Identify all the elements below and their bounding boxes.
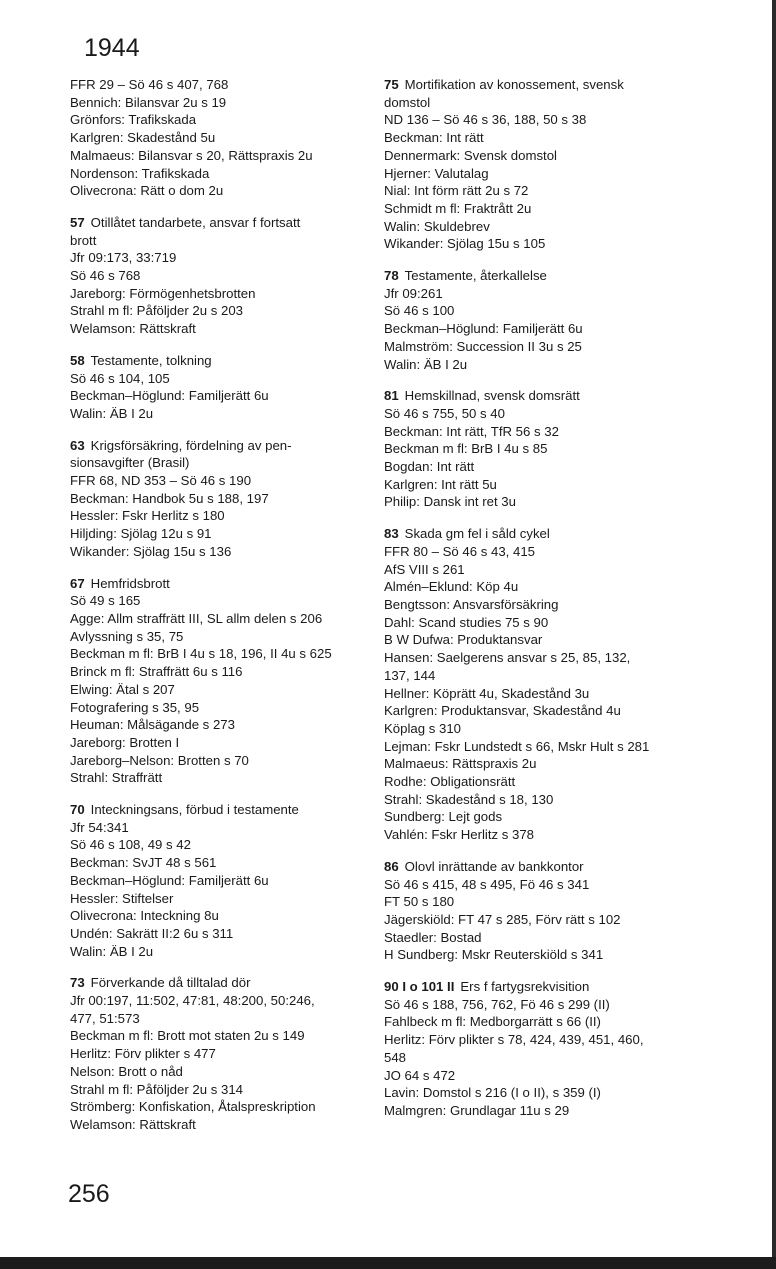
entry-title: Inteckningsans, förbud i testamente (90, 802, 299, 818)
entry-reference-line: Beckman m fl: BrB I 4u s 18, 196, II 4u s 625 (70, 646, 332, 662)
entry-reference-line: sionsavgifter (Brasil) (70, 455, 190, 471)
entry-reference-line: Hjerner: Valutalag (384, 165, 489, 181)
entry-reference-line: Sö 46 s 768 (70, 268, 141, 284)
entry-reference-line: Köplag s 310 (384, 720, 461, 736)
entry-reference-line: JO 64 s 472 (384, 1067, 456, 1083)
entry-reference-line: Jfr 09:261 (384, 285, 443, 301)
entry-heading (70, 801, 370, 819)
entry-reference-line: Sö 46 s 188, 756, 762, Fö 46 s 299 (II) (384, 996, 610, 1012)
entry-title: Testamente, tolkning (90, 352, 212, 368)
entry-reference-line: Jägerskiöld: FT 47 s 285, Förv rätt s 102 (384, 911, 621, 927)
entry-reference-line: Heuman: Målsägande s 273 (70, 717, 235, 733)
entry-reference-line: Almén–Eklund: Köp 4u (384, 579, 519, 595)
entry-reference-line: Herlitz: Förv plikter s 78, 424, 439, 451, 460, (384, 1032, 644, 1048)
page-year-heading: 1944 (84, 34, 140, 62)
entry-title: Hemskillnad, svensk domsrätt (404, 388, 580, 404)
entry-reference-line: Beckman m fl: BrB I 4u s 85 (384, 441, 548, 457)
index-entry (70, 974, 370, 1133)
entry-heading (70, 214, 370, 232)
entry-number: 57 (70, 214, 85, 230)
entry-reference-line: Brinck m fl: Straffrätt 6u s 116 (70, 664, 243, 680)
right-column (384, 76, 684, 1134)
entry-reference-line: Fahlbeck m fl: Medborgarrätt s 66 (II) (384, 1014, 601, 1030)
entry-reference-line: Walin: ÄB I 2u (384, 356, 468, 372)
entry-reference-line: Jfr 54:341 (70, 819, 129, 835)
entry-reference-line: Beckman: Int rätt (384, 130, 484, 146)
entry-reference-line: Jareborg: Förmögenhetsbrotten (70, 285, 256, 301)
entry-number: 75 (384, 77, 399, 92)
entry-reference-line: Jareborg: Brotten I (70, 734, 180, 750)
entry-reference-line: Sundberg: Lejt gods (384, 809, 503, 825)
entry-reference-line: FT 50 s 180 (384, 894, 455, 910)
entry-reference-line: Sö 46 s 108, 49 s 42 (70, 837, 191, 853)
entry-reference-line: Walin: ÄB I 2u (70, 943, 154, 959)
entry-reference-line: Olivecrona: Rätt o dom 2u (70, 183, 224, 199)
entry-reference-line: Grönfors: Trafikskada (70, 112, 197, 128)
entry-title: Testamente, återkallelse (404, 268, 547, 284)
entry-reference-line: Strahl: Skadestånd s 18, 130 (384, 791, 554, 807)
entry-heading (70, 575, 370, 593)
entry-heading (384, 387, 684, 405)
entry-reference-line: Strahl m fl: Påföljder 2u s 203 (70, 303, 243, 319)
entry-reference-line: Strahl m fl: Påföljder 2u s 314 (70, 1081, 243, 1097)
entry-number: 81 (384, 388, 399, 404)
entry-title: Otillåtet tandarbete, ansvar f fortsatt (90, 214, 301, 230)
index-entry (70, 352, 370, 423)
entry-reference-line: Karlgren: Skadestånd 5u (70, 130, 216, 146)
entry-heading (384, 858, 684, 876)
entry-reference-line: Wikander: Sjölag 15u s 136 (70, 543, 232, 559)
entry-reference-line: brott (70, 232, 97, 248)
entry-reference-line: Karlgren: Int rätt 5u (384, 476, 497, 492)
entry-reference-line: AfS VIII s 261 (384, 561, 465, 577)
entry-heading (384, 267, 684, 285)
entry-reference-line: Hessler: Stiftelser (70, 890, 174, 906)
entry-number: 86 (384, 858, 399, 874)
entry-number: 63 (70, 437, 85, 453)
entry-reference-line: Strahl: Straffrätt (70, 770, 163, 786)
entry-reference-line: Jfr 00:197, 11:502, 47:81, 48:200, 50:246, (70, 993, 315, 1009)
entry-reference-line: Elwing: Ätal s 207 (70, 681, 175, 697)
entry-number: 73 (70, 975, 85, 991)
entry-reference-line: Sö 46 s 104, 105 (70, 370, 170, 386)
entry-reference-line: Beckman: Handbok 5u s 188, 197 (70, 490, 269, 506)
entry-number: 90 I o 101 II (384, 979, 455, 995)
index-entry (384, 858, 684, 964)
entry-reference-line: Sö 46 s 755, 50 s 40 (384, 405, 505, 421)
entry-reference-line: Walin: ÄB I 2u (70, 405, 154, 421)
index-entry (70, 575, 370, 787)
entry-reference-line: Nordenson: Trafikskada (70, 165, 210, 181)
entry-reference-line: Rodhe: Obligationsrätt (384, 774, 516, 790)
entry-reference-line: FFR 29 – Sö 46 s 407, 768 (70, 77, 229, 92)
entry-reference-line: Hessler: Fskr Herlitz s 180 (70, 508, 225, 524)
entry-reference-line: Undén: Sakrätt II:2 6u s 311 (70, 925, 234, 941)
index-entry (70, 214, 370, 338)
index-entry (70, 437, 370, 561)
page-bottom-edge (0, 1257, 776, 1269)
entry-reference-line: Wikander: Sjölag 15u s 105 (384, 236, 546, 252)
entry-reference-line: Hellner: Köprätt 4u, Skadestånd 3u (384, 685, 590, 701)
entry-heading (70, 974, 370, 992)
entry-reference-line: Beckman–Höglund: Familjerätt 6u (70, 872, 269, 888)
entry-reference-line: Philip: Dansk int ret 3u (384, 494, 516, 510)
entry-reference-line: Fotografering s 35, 95 (70, 699, 200, 715)
entry-reference-line: FFR 80 – Sö 46 s 43, 415 (384, 543, 536, 559)
entry-heading (70, 437, 370, 455)
entry-reference-line: Jareborg–Nelson: Brotten s 70 (70, 752, 249, 768)
entry-reference-line: Bennich: Bilansvar 2u s 19 (70, 94, 227, 110)
entry-reference-line: Lavin: Domstol s 216 (I o II), s 359 (I) (384, 1085, 601, 1101)
entry-number: 70 (70, 802, 85, 818)
entry-number: 78 (384, 268, 399, 284)
entry-reference-line: B W Dufwa: Produktansvar (384, 632, 543, 648)
index-entry (384, 76, 684, 253)
entry-number: 67 (70, 575, 85, 591)
entry-number: 83 (384, 526, 399, 542)
entry-reference-line: Malmaeus: Rättspraxis 2u (384, 756, 537, 772)
index-entry (70, 801, 370, 960)
entry-reference-line: Strömberg: Konfiskation, Åtalspreskription (70, 1099, 316, 1115)
left-column (70, 76, 370, 1148)
entry-reference-line: Sö 46 s 100 (384, 303, 455, 319)
entry-title: Hemfridsbrott (90, 575, 170, 591)
entry-reference-line: Lejman: Fskr Lundstedt s 66, Mskr Hult s 281 (384, 738, 650, 754)
entry-reference-line: Karlgren: Produktansvar, Skadestånd 4u (384, 703, 621, 719)
entry-number: 58 (70, 352, 85, 368)
entry-reference-line: Olivecrona: Inteckning 8u (70, 908, 219, 924)
entry-reference-line: Beckman: Int rätt, TfR 56 s 32 (384, 423, 559, 439)
entry-reference-line: Herlitz: Förv plikter s 477 (70, 1046, 216, 1062)
entry-heading (384, 76, 684, 94)
entry-reference-line: Avlyssning s 35, 75 (70, 628, 184, 644)
entry-reference-line: 137, 144 (384, 667, 436, 683)
entry-reference-line: Staedler: Bostad (384, 929, 482, 945)
index-entry (384, 387, 684, 511)
entry-reference-line: 477, 51:573 (70, 1010, 140, 1026)
entry-title: Olovl inrättande av bankkontor (404, 858, 584, 874)
entry-title: Krigsförsäkring, fördelning av pen- (90, 437, 292, 453)
index-entry (384, 525, 684, 844)
entry-reference-line: Agge: Allm straffrätt III, SL allm delen s 206 (70, 610, 323, 626)
entry-reference-line: Hansen: Saelgerens ansvar s 25, 85, 132, (384, 650, 631, 666)
entry-reference-line: Nelson: Brott o nåd (70, 1063, 183, 1079)
entry-title: Skada gm fel i såld cykel (404, 526, 550, 542)
index-entry (384, 267, 684, 373)
entry-reference-line: Walin: Skuldebrev (384, 218, 490, 234)
entry-heading (384, 978, 684, 996)
entry-reference-line: ND 136 – Sö 46 s 36, 188, 50 s 38 (384, 112, 587, 128)
entry-reference-line: Beckman: SvJT 48 s 561 (70, 855, 217, 871)
entry-reference-line: Malmaeus: Bilansvar s 20, Rättspraxis 2u (70, 147, 313, 163)
entry-reference-line: Malmgren: Grundlagar 11u s 29 (384, 1102, 570, 1118)
entry-reference-line: Bogdan: Int rätt (384, 459, 475, 475)
page-number: 256 (68, 1180, 110, 1208)
index-entry (384, 978, 684, 1120)
entry-reference-line: 548 (384, 1049, 407, 1065)
entry-reference-line: Sö 46 s 415, 48 s 495, Fö 46 s 341 (384, 876, 590, 892)
entry-reference-line: Beckman–Höglund: Familjerätt 6u (70, 388, 269, 404)
entry-reference-line: domstol (384, 94, 431, 110)
entry-reference-line: Dahl: Scand studies 75 s 90 (384, 614, 549, 630)
entry-reference-line: Nial: Int förm rätt 2u s 72 (384, 183, 529, 199)
entry-reference-line: H Sundberg: Mskr Reuterskiöld s 341 (384, 947, 604, 963)
entry-title: Mortifikation av konossement, svensk (404, 77, 624, 92)
entry-title: Förverkande då tilltalad dör (90, 975, 251, 991)
entry-reference-line: Beckman m fl: Brott mot staten 2u s 149 (70, 1028, 305, 1044)
entry-reference-line: Jfr 09:173, 33:719 (70, 250, 177, 266)
page-right-edge (772, 0, 776, 1269)
entry-reference-line: Sö 49 s 165 (70, 593, 141, 609)
entry-heading (70, 352, 370, 370)
entry-reference-line: Beckman–Höglund: Familjerätt 6u (384, 321, 583, 337)
entry-reference-line: Bengtsson: Ansvarsförsäkring (384, 596, 559, 612)
entry-reference-line: Welamson: Rättskraft (70, 321, 196, 337)
entry-title: Ers f fartygsrekvisition (460, 979, 590, 995)
entry-reference-line: FFR 68, ND 353 – Sö 46 s 190 (70, 473, 252, 489)
entry-heading (384, 525, 684, 543)
entry-reference-line: Hiljding: Sjölag 12u s 91 (70, 526, 212, 542)
entry-reference-line: Vahlén: Fskr Herlitz s 378 (384, 827, 535, 843)
index-entry (70, 76, 370, 200)
entry-reference-line: Dennermark: Svensk domstol (384, 147, 557, 163)
entry-reference-line: Schmidt m fl: Fraktrått 2u (384, 200, 532, 216)
entry-reference-line: Malmström: Succession II 3u s 25 (384, 338, 582, 354)
entry-reference-line: Welamson: Rättskraft (70, 1116, 196, 1132)
